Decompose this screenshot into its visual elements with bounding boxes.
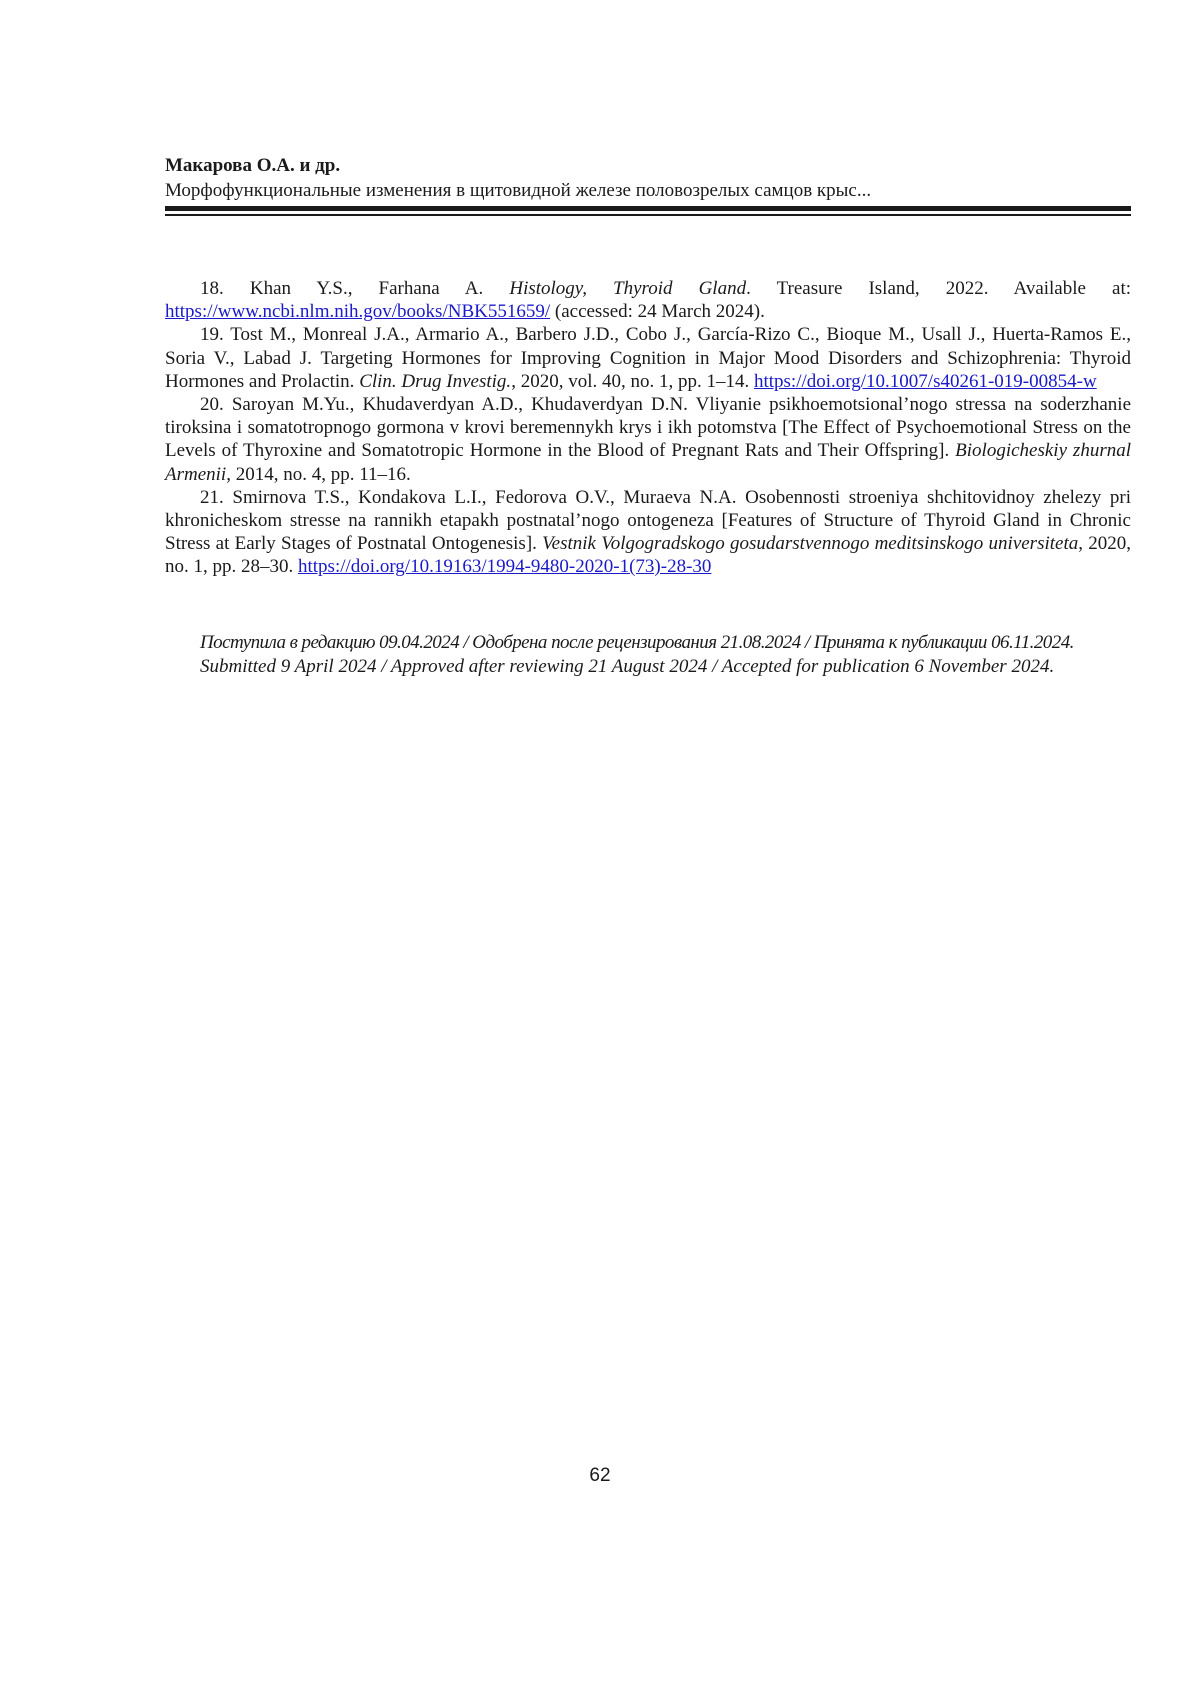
reference-list <box>165 277 1131 579</box>
reference-text: . Treasure Island, 2022. Available at: <box>746 278 1132 299</box>
reference-details: , 2020, no. 1, pp. 28–30. <box>165 533 1132 578</box>
header-rule-thick <box>165 206 1131 211</box>
reference-link[interactable]: https://doi.org/10.1007/s40261-019-00854-w <box>753 370 1097 392</box>
reference-details: , 2020, vol. 40, no. 1, pp. 1–14. <box>511 370 754 392</box>
submission-dates <box>200 631 1140 679</box>
header-authors: Макарова О.А. и др. <box>165 155 341 176</box>
reference-text: Smirnova T.S., Kondakova L.I., Fedorova O.V., Muraeva N.A. Osobennosti stroeniya shchitovidnoy zhelezy pri khronicheskom stresse na rannikh etapakh postnatal’nogo ontogeneza [Features of Structure of Thyroid Gland in Chronic Stress at Early Stages of Postnatal Ontogenesis]. <box>165 486 1132 555</box>
reference-details: , 2014, no. 4, pp. 11–16. <box>226 463 411 485</box>
reference-text: Saroyan M.Yu., Khudaverdyan A.D., Khudaverdyan D.N. Vliyanie psikhoemotsional’nogo stressa na soderzhanie tiroksina i somatotropnogo gormona v krovi beremennykh krys i ikh potomstva [The Effect of Psychoemotional Stress on the Levels of Thyroxine and Somatotropic Hormone in the Blood of Pregnant Rats and Their Offspring]. <box>165 394 1132 462</box>
reference-number: 20. <box>200 394 224 416</box>
reference-21 <box>165 486 1131 579</box>
reference-journal: Biologicheskiy zhurnal Armenii <box>165 440 1131 485</box>
reference-title: Histology, Thyroid Gland <box>509 278 747 299</box>
reference-number: 19. <box>200 324 224 346</box>
reference-text: Tost M., Monreal J.A., Armario A., Barbero J.D., Cobo J., García-Rizo C., Bioque M., Usall J., Huerta-Ramos E., Soria V., Labad J. Targeting Hormones for Improving Cognition in Major Mood Disorders and Schizophrenia: Thyroid Hormones and Prolactin. <box>165 324 1131 392</box>
reference-accessed: (accessed: 24 March 2024). <box>550 301 765 323</box>
reference-journal: Vestnik Volgogradskogo gosudarstvennogo meditsinskogo universiteta <box>542 533 1079 555</box>
running-header <box>165 154 1131 204</box>
reference-journal: Clin. Drug Investig. <box>359 370 512 392</box>
reference-20 <box>165 393 1131 486</box>
page-number: 62 <box>589 1465 611 1486</box>
reference-number: 21. <box>200 486 224 508</box>
reference-19 <box>165 323 1131 393</box>
dates-english: Submitted 9 April 2024 / Approved after reviewing 21 August 2024 / Accepted for publication 6 November 2024. <box>200 656 1055 677</box>
header-running-title: Морфофункциональные изменения в щитовидной железе половозрелых самцов крыс... <box>165 180 872 201</box>
reference-number: 18. <box>200 278 224 299</box>
reference-18 <box>165 277 1131 323</box>
reference-link[interactable]: https://www.ncbi.nlm.nih.gov/books/NBK551659/ <box>165 301 551 323</box>
dates-russian: Поступила в редакцию 09.04.2024 / Одобрена после рецензирования 21.08.2024 / Принята к публикации 06.11.2024. <box>200 632 1074 653</box>
reference-authors: Khan Y.S., Farhana A. <box>249 278 484 299</box>
reference-link[interactable]: https://doi.org/10.19163/1994-9480-2020-1(73)-28-30 <box>298 556 712 578</box>
header-rule-thin <box>165 214 1131 216</box>
